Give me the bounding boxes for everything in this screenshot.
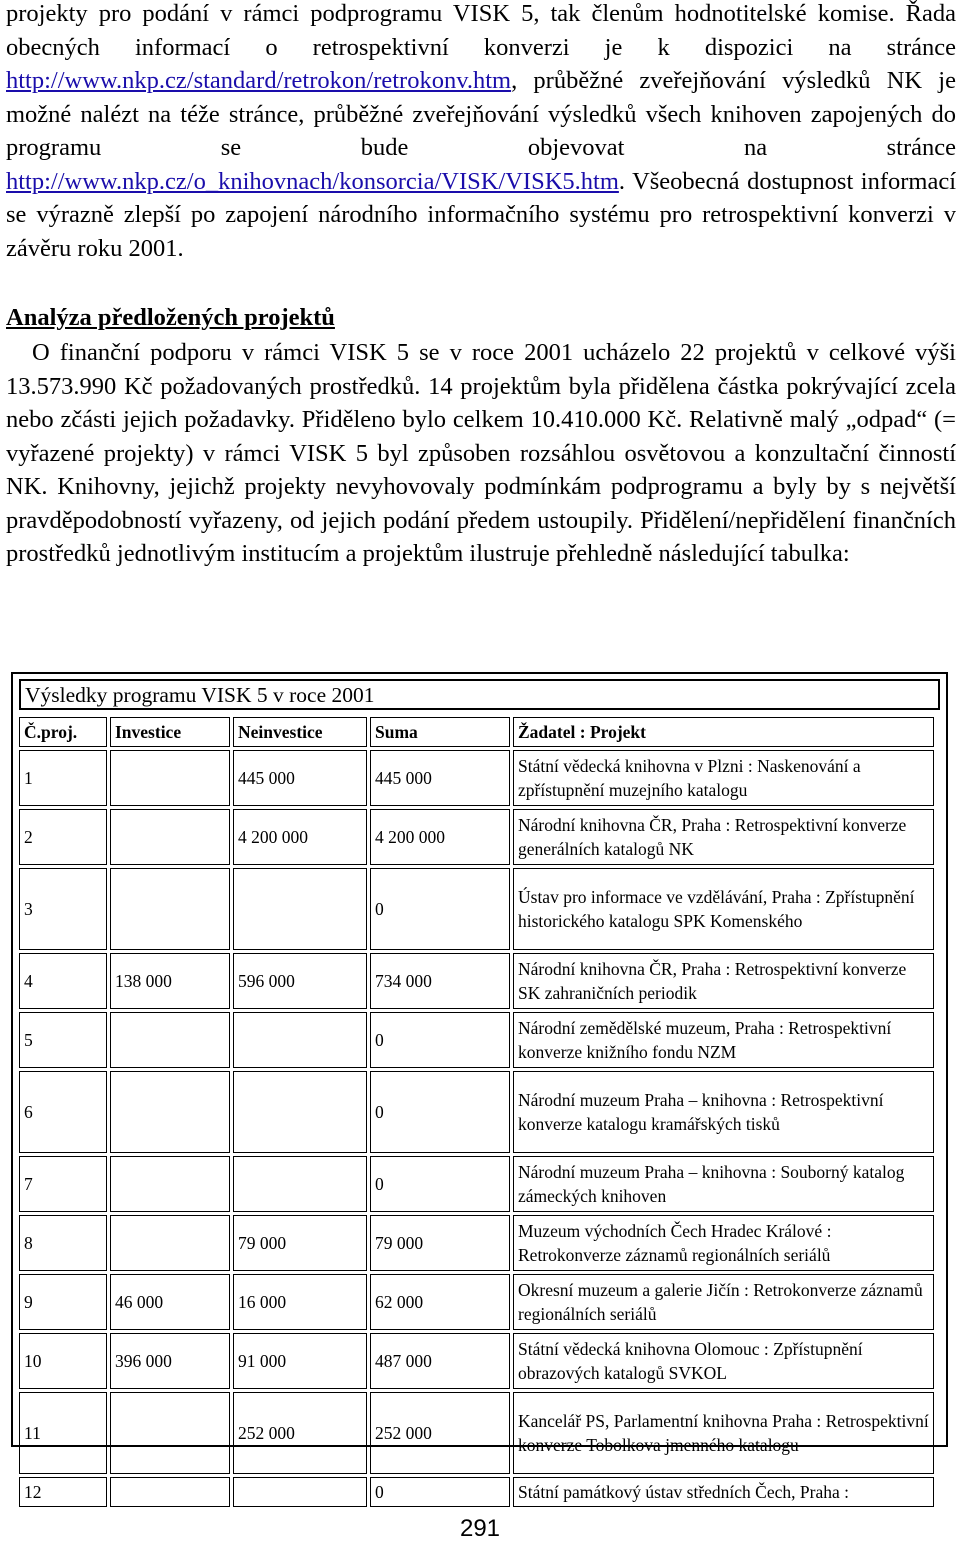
table-row [19,953,934,1009]
table-row [19,1333,934,1389]
cell-investment [110,1392,230,1474]
cell-noninvestment: 596 000 [233,953,367,1009]
cell-sum: 0 [370,1156,510,1212]
cell-number: 7 [19,1156,107,1212]
header-cell-investment: Investice [110,717,230,747]
cell-investment [110,868,230,950]
header-cell-applicant: Žadatel : Projekt [513,717,934,747]
cell-sum: 4 200 000 [370,809,510,865]
cell-applicant: Kancelář PS, Parlamentní knihovna Praha : Retrospektivní konverze Tobolkova jmenného katalogu [513,1392,934,1474]
cell-applicant: Státní vědecká knihovna Olomouc : Zpřístupnění obrazových katalogů SVKOL [513,1333,934,1389]
intro-text-2: , průběžné zveřejňování výsledků NK je možné nalézt na téže stránce, průběžné zveřejňování výsledků všech knihoven zapojených do programu se bude objevovat na stránce [6,67,956,161]
cell-number: 4 [19,953,107,1009]
cell-investment [110,1012,230,1068]
cell-investment [110,1477,230,1507]
cell-noninvestment: 16 000 [233,1274,367,1330]
table-row [19,809,934,865]
header-cell-noninvestment: Neinvestice [233,717,367,747]
cell-applicant: Národní knihovna ČR, Praha : Retrospektivní konverze generálních katalogů NK [513,809,934,865]
cell-noninvestment [233,1071,367,1153]
cell-number: 9 [19,1274,107,1330]
cell-investment: 138 000 [110,953,230,1009]
cell-sum: 252 000 [370,1392,510,1474]
results-table [16,714,937,1510]
cell-number: 6 [19,1071,107,1153]
cell-investment: 396 000 [110,1333,230,1389]
cell-applicant: Muzeum východních Čech Hradec Králové : Retrokonverze záznamů regionálních seriálů [513,1215,934,1271]
cell-number: 5 [19,1012,107,1068]
header-cell-number: Č.proj. [19,717,107,747]
cell-number: 12 [19,1477,107,1507]
cell-applicant: Národní knihovna ČR, Praha : Retrospektivní konverze SK zahraničních periodik [513,953,934,1009]
intro-text-1: projekty pro podání v rámci podprogramu VISK 5, tak členům hodnotitelské komise. Řada obecných informací o retrospektivní konverzi je k dispozici na stránce [6,0,956,61]
table-row [19,750,934,806]
cell-applicant: Národní zemědělské muzeum, Praha : Retrospektivní konverze knižního fondu NZM [513,1012,934,1068]
cell-noninvestment [233,1012,367,1068]
table-caption: Výsledky programu VISK 5 v roce 2001 [19,679,940,710]
cell-applicant: Národní muzeum Praha – knihovna : Retrospektivní konverze katalogu kramářských tisků [513,1071,934,1153]
table-row [19,1392,934,1474]
page-number: 291 [459,1515,501,1542]
cell-sum: 0 [370,1071,510,1153]
cell-noninvestment: 252 000 [233,1392,367,1474]
cell-sum: 0 [370,1012,510,1068]
cell-applicant: Ústav pro informace ve vzdělávání, Praha : Zpřístupnění historického katalogu SPK Komenského [513,868,934,950]
cell-sum: 62 000 [370,1274,510,1330]
cell-applicant: Státní památkový ústav středních Čech, Praha : [513,1477,934,1507]
section-heading: Analýza předložených projektů [6,304,335,331]
cell-noninvestment: 4 200 000 [233,809,367,865]
analysis-paragraph [6,336,956,571]
cell-investment [110,1215,230,1271]
cell-sum: 0 [370,868,510,950]
cell-sum: 734 000 [370,953,510,1009]
table-row [19,1477,934,1507]
cell-investment [110,1156,230,1212]
cell-sum: 487 000 [370,1333,510,1389]
intro-paragraph [6,0,956,265]
cell-sum: 79 000 [370,1215,510,1271]
results-table-frame [11,672,948,1502]
cell-investment [110,1071,230,1153]
cell-investment [110,750,230,806]
table-row [19,1012,934,1068]
cell-applicant: Okresní muzeum a galerie Jičín : Retrokonverze záznamů regionálních seriálů [513,1274,934,1330]
table-row [19,1215,934,1271]
cell-number: 10 [19,1333,107,1389]
cell-applicant: Národní muzeum Praha – knihovna : Souborný katalog zámeckých knihoven [513,1156,934,1212]
cell-noninvestment [233,1156,367,1212]
cell-number: 8 [19,1215,107,1271]
cell-number: 11 [19,1392,107,1474]
cell-noninvestment: 79 000 [233,1215,367,1271]
cell-noninvestment [233,1477,367,1507]
cell-number: 3 [19,868,107,950]
table-row [19,1274,934,1330]
cell-sum: 0 [370,1477,510,1507]
cell-number: 1 [19,750,107,806]
cell-noninvestment: 445 000 [233,750,367,806]
cell-investment [110,809,230,865]
cell-number: 2 [19,809,107,865]
intro-text-3: . Všeobecná dostupnost informací se výrazně zlepší po zapojení národního informačního systému pro retrospektivní konverzi v závěru roku 2001. [6,167,956,262]
table-row [19,1071,934,1153]
table-header-row [19,717,934,747]
cell-noninvestment: 91 000 [233,1333,367,1389]
cell-investment: 46 000 [110,1274,230,1330]
table-row [19,1156,934,1212]
table-row [19,868,934,950]
retrokon-link[interactable]: http://www.nkp.cz/standard/retrokon/retrokonv.htm [6,67,512,94]
analysis-text: O finanční podporu v rámci VISK 5 se v roce 2001 ucházelo 22 projektů v celkové výši 13.573.990 Kč požadovaných prostředků. 14 projektům byla přidělena částka pokrývající zcela nebo zčásti jejich požadavky. Přiděleno bylo celkem 10.410.000 Kč. Relativně malý „odpad“ (= vyřazené projekty) v rámci VISK 5 byl způsoben rozsáhlou osvětovou a konzultační činností NK. Knihovny, jejichž projekty nevyhovovaly podmínkám podprogramu a byly by s největší pravděpodobností vyřazeny, od jejich podání předem ustoupily. Přidělení/nepřidělení finančních prostředků jednotlivým institucím a projektům ilustruje přehledně následující tabulka: [6,339,956,567]
cell-sum: 445 000 [370,750,510,806]
header-cell-sum: Suma [370,717,510,747]
cell-applicant: Státní vědecká knihovna v Plzni : Naskenování a zpřístupnění muzejního katalogu [513,750,934,806]
cell-noninvestment [233,868,367,950]
visk5-link[interactable]: http://www.nkp.cz/o_knihovnach/konsorcia/VISK/VISK5.htm [6,167,619,195]
